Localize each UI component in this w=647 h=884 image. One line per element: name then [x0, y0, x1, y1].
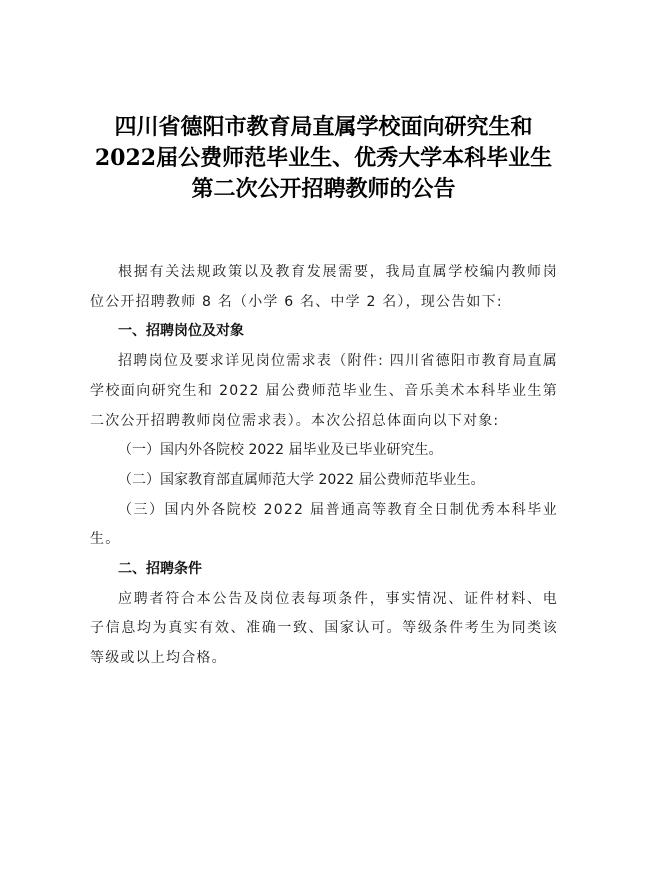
intro-paragraph: 根据有关法规政策以及教育发展需要，我局直属学校编内教师岗位公开招聘教师 8 名（小学 6 名、中学 2 名），现公告如下:	[90, 264, 558, 310]
title-line-3: 第二次公开招聘教师的公告	[191, 176, 456, 202]
section-heading-conditions: 二、招聘条件	[118, 561, 202, 578]
conditions-paragraph: 应聘者符合本公告及岗位表每项条件，事实情况、证件材料、电子信息均为真实有效、准确一致、国家认可。等级条件考生为同类该等级或以上均合格。	[90, 590, 558, 667]
target-item-2: （二）国家教育部直属师范大学 2022 届公费师范毕业生。	[118, 471, 485, 488]
document-body	[90, 258, 558, 674]
positions-paragraph: 招聘岗位及要求详见岗位需求表（附件: 四川省德阳市教育局直属学校面向研究生和 2022 届公费师范毕业生、音乐美术本科毕业生第二次公开招聘教师岗位需求表）。本次公招总体面向以下对象:	[90, 353, 558, 429]
title-line-2: 2022届公费师范毕业生、优秀大学本科毕业生	[94, 145, 553, 171]
section-heading-positions: 一、招聘岗位及对象	[118, 323, 244, 340]
document-title	[40, 112, 607, 205]
target-item-3: （三）国内外各院校 2022 届普通高等教育全日制优秀本科毕业生。	[90, 501, 558, 548]
title-line-1: 四川省德阳市教育局直属学校面向研究生和	[114, 114, 533, 140]
target-item-1: （一）国内外各院校 2022 届毕业及已毕业研究生。	[118, 442, 443, 459]
